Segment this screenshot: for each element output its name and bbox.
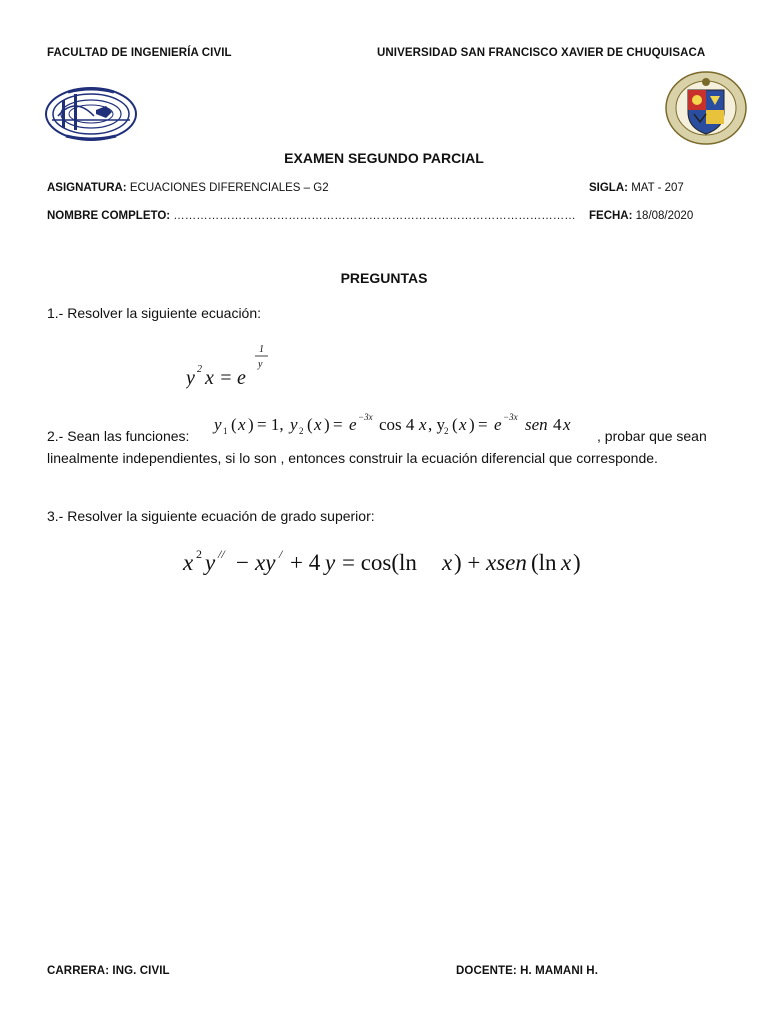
svg-text:e: e [494, 415, 502, 434]
svg-text:=: = [478, 415, 488, 434]
svg-text:): ) [573, 550, 581, 575]
name-label: NOMBRE COMPLETO: [47, 210, 171, 222]
question-1-text: .- Resolver la siguiente ecuación: [54, 305, 262, 321]
svg-text:/: / [279, 547, 283, 561]
svg-text:2: 2 [197, 364, 202, 375]
subject-line [47, 182, 329, 194]
svg-text:(: ( [231, 415, 237, 434]
svg-text:): ) [248, 415, 254, 434]
svg-text:2: 2 [196, 547, 202, 561]
svg-text://: // [218, 547, 225, 561]
svg-text:xy: xy [255, 550, 276, 575]
footer-career: CARRERA: ING. CIVIL [47, 965, 170, 977]
svg-text:, y: , y [428, 415, 445, 434]
svg-text:y: y [214, 415, 222, 434]
svg-text:+ 4: + 4 [290, 550, 321, 575]
question-1-number: 1 [47, 305, 55, 321]
svg-text:x: x [459, 415, 467, 434]
svg-text:x: x [561, 550, 572, 575]
svg-text:=: = [219, 367, 233, 389]
svg-text:e: e [237, 367, 246, 389]
svg-text:−: − [236, 550, 249, 575]
svg-text:y: y [205, 550, 216, 575]
equation-2 [212, 408, 597, 444]
svg-text:1: 1 [259, 344, 264, 355]
university-seal-logo [664, 70, 748, 146]
university-name: UNIVERSIDAD SAN FRANCISCO XAVIER DE CHUQUISACA [377, 47, 706, 59]
name-blank[interactable]: …………………………………………………………………………………………… [173, 210, 576, 222]
svg-text:= 1,: = 1, [257, 415, 284, 434]
question-2-suffix: , probar que sean [597, 428, 707, 444]
subject-value: ECUACIONES DIFERENCIALES – G2 [129, 182, 329, 194]
svg-text:y: y [186, 367, 195, 389]
svg-text:(: ( [307, 415, 313, 434]
code-value: MAT - 207 [631, 182, 684, 194]
equation-1 [186, 342, 306, 390]
svg-text:): ) [469, 415, 475, 434]
date-label: FECHA: [589, 210, 633, 222]
svg-text:) +: ) + [454, 550, 481, 575]
faculty-logo [44, 86, 138, 142]
svg-text:−3x: −3x [358, 412, 373, 422]
svg-text:xsen: xsen [486, 550, 527, 575]
code-line [589, 182, 684, 194]
question-2-prefix: 2.- Sean las funciones: [47, 428, 190, 444]
svg-text:= cos(ln: = cos(ln [342, 550, 417, 575]
svg-text:−3x: −3x [503, 412, 518, 422]
name-line [47, 210, 576, 222]
code-label: SIGLA: [589, 182, 628, 194]
svg-text:x: x [205, 367, 214, 389]
svg-text:): ) [324, 415, 330, 434]
svg-text:x: x [442, 550, 453, 575]
questions-heading: PREGUNTAS [340, 270, 428, 286]
svg-text:y: y [258, 359, 263, 370]
faculty-name: FACULTAD DE INGENIERÍA CIVIL [47, 47, 232, 59]
svg-text:x: x [563, 415, 571, 434]
exam-title: EXAMEN SEGUNDO PARCIAL [284, 150, 484, 166]
question-1 [47, 302, 261, 325]
svg-text:2: 2 [299, 426, 304, 436]
svg-text:cos 4: cos 4 [379, 415, 415, 434]
svg-text:y: y [325, 550, 336, 575]
svg-text:sen: sen [525, 415, 548, 434]
footer-teacher: DOCENTE: H. MAMANI H. [456, 965, 599, 977]
svg-text:e: e [349, 415, 357, 434]
svg-text:x: x [419, 415, 427, 434]
svg-text:x: x [183, 550, 194, 575]
svg-text:1: 1 [223, 426, 228, 436]
svg-text:(ln: (ln [531, 550, 557, 575]
date-value: 18/08/2020 [635, 210, 694, 222]
svg-text:x: x [314, 415, 322, 434]
svg-text:x: x [238, 415, 246, 434]
date-line [589, 210, 693, 222]
svg-text:(: ( [452, 415, 458, 434]
question-2-continuation: linealmente independientes, si lo son , entonces construir la ecuación diferencial que corresponde. [47, 450, 658, 466]
subject-label: ASIGNATURA: [47, 182, 127, 194]
svg-text:2: 2 [444, 426, 449, 436]
svg-text:4: 4 [553, 415, 562, 434]
svg-text:y: y [290, 415, 298, 434]
svg-text:=: = [333, 415, 343, 434]
question-3: 3.- Resolver la siguiente ecuación de grado superior: [47, 508, 375, 524]
equation-3 [180, 540, 600, 580]
